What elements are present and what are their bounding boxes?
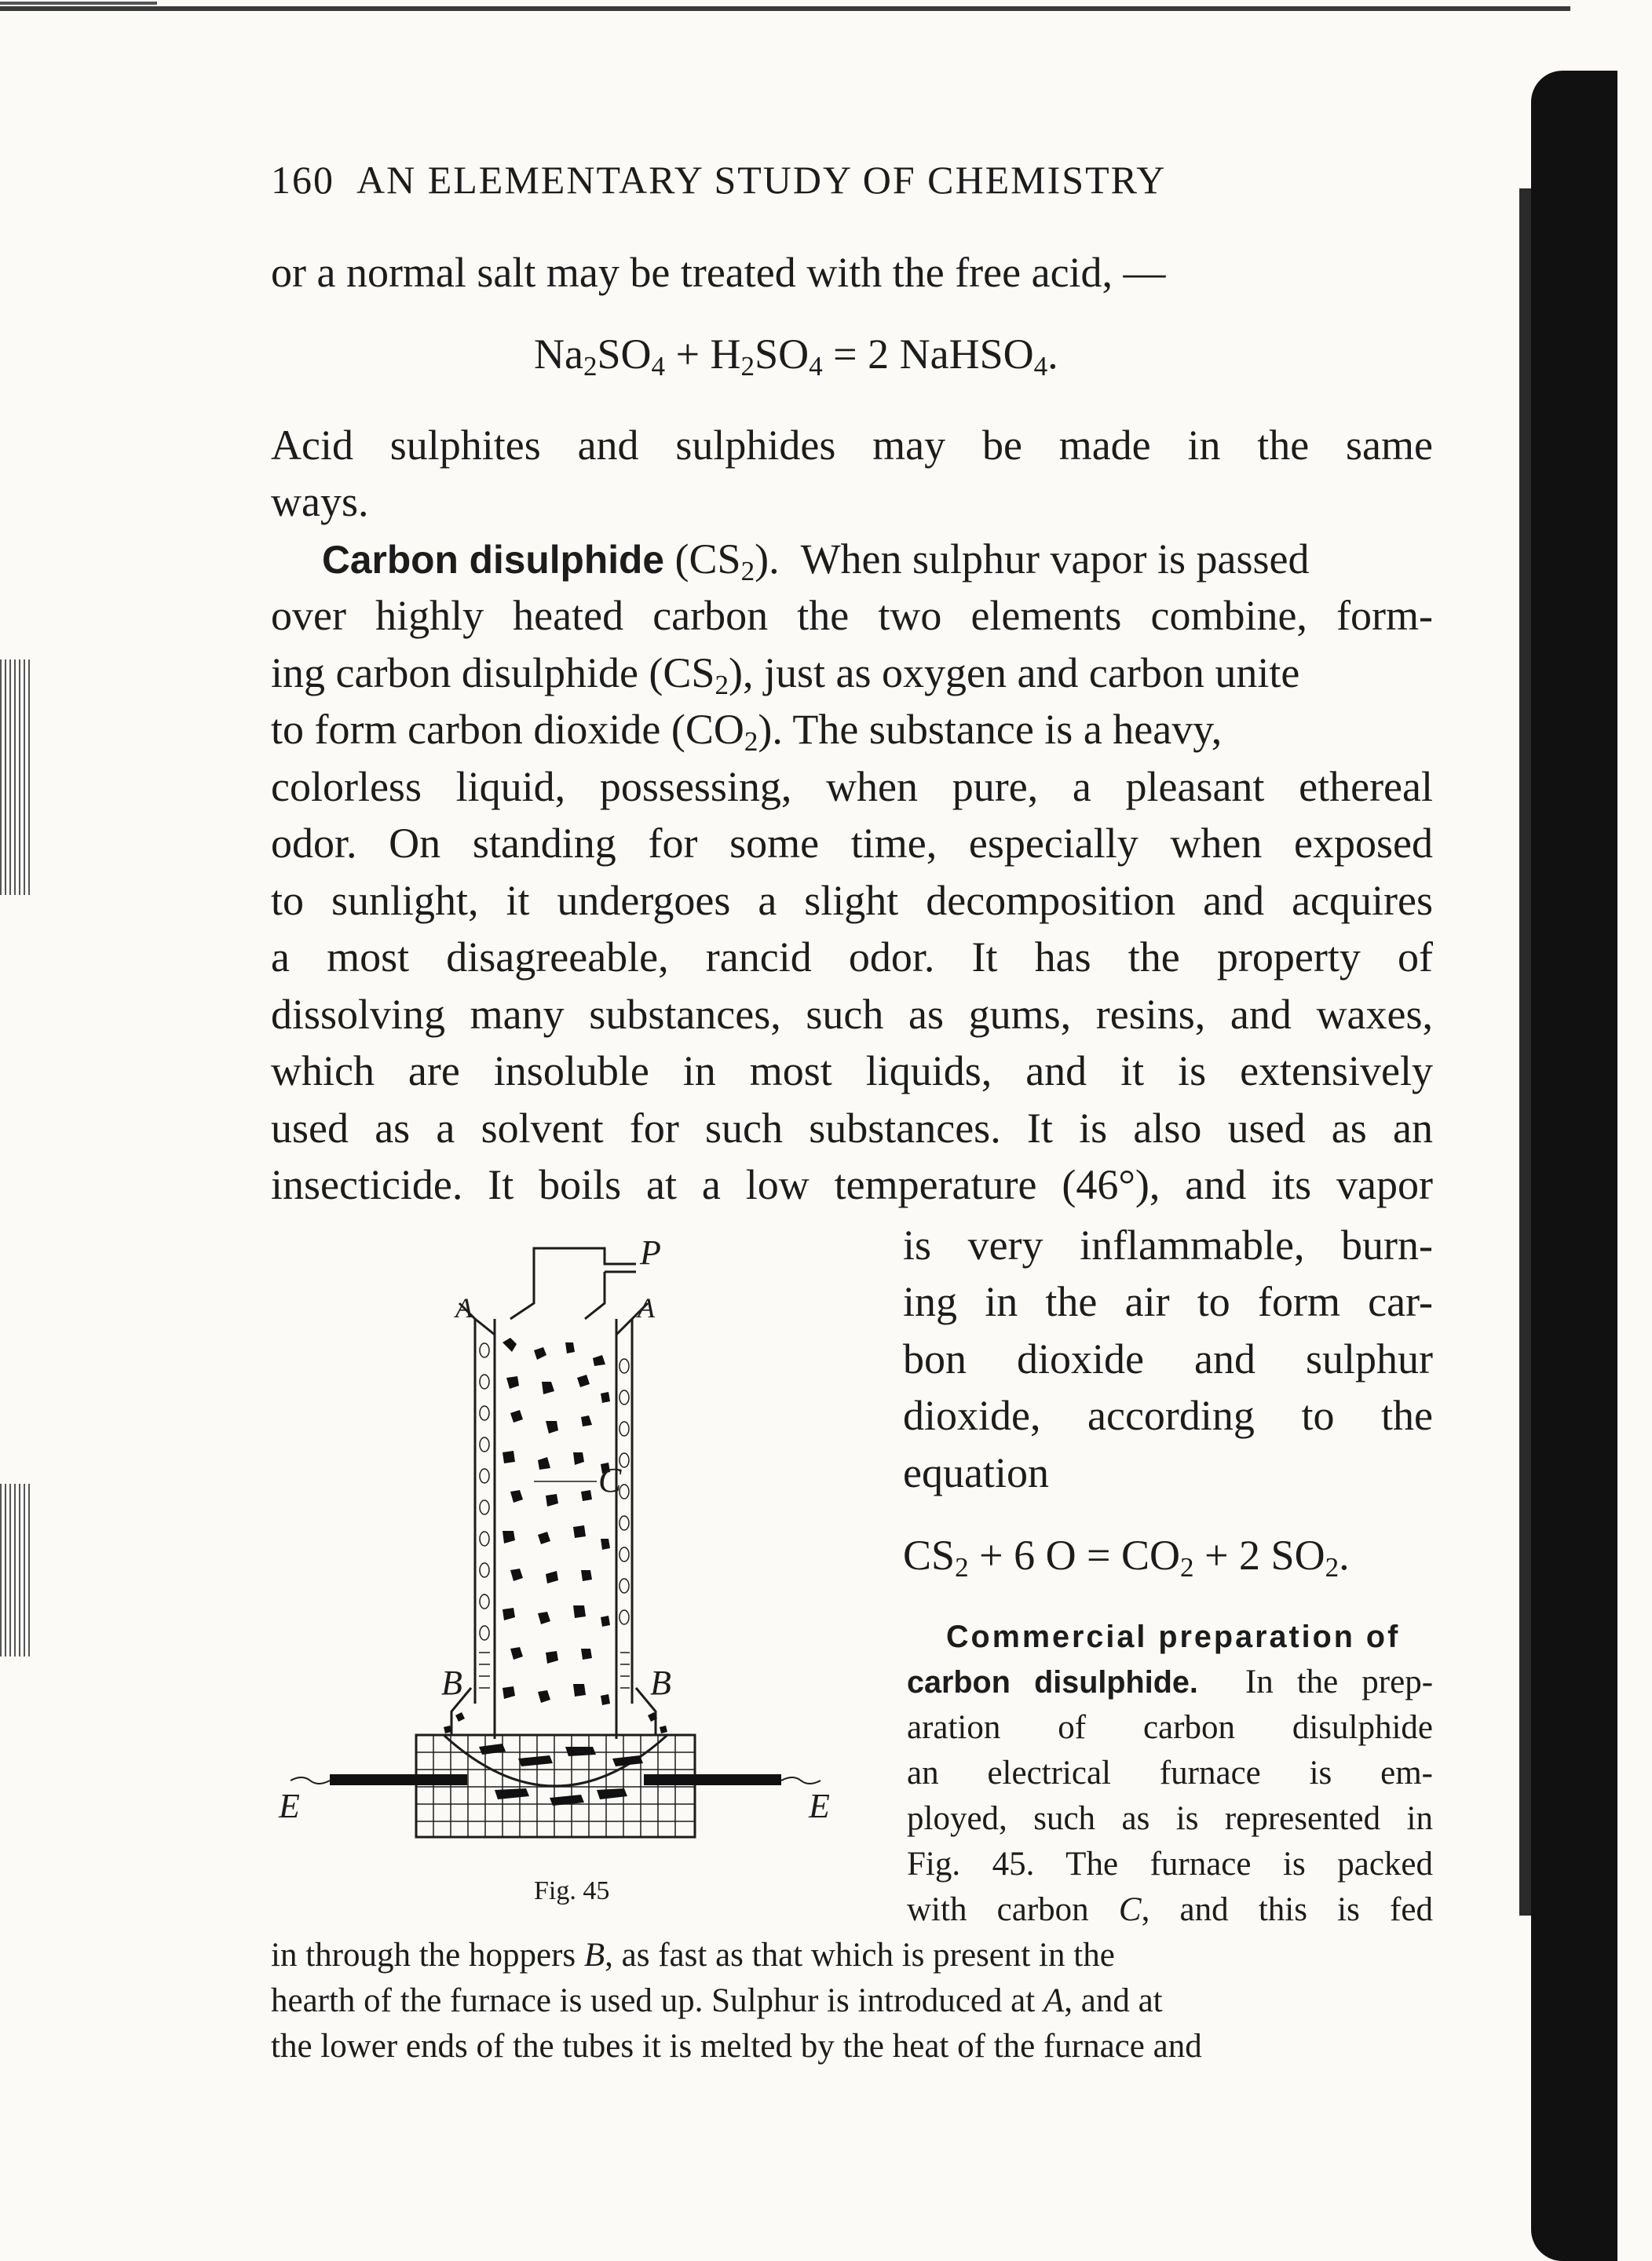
text-line: with carbon C, and this is fed	[907, 1891, 1433, 1928]
text-line: or a normal salt may be treated with the free acid, —	[271, 249, 1166, 296]
text-line: odor. On standing for some time, especially when exposed	[271, 820, 1433, 867]
text-line: the lower ends of the tubes it is melted by the heat of the furnace and	[271, 2028, 1202, 2065]
label-b-left: B	[441, 1664, 462, 1702]
text-line: a most disagreeable, rancid odor. It has the property of	[271, 933, 1433, 981]
text-line: hearth of the furnace is used up. Sulphur is introduced at A, and at	[271, 1982, 1163, 2019]
figure-caption: Fig. 45	[534, 1876, 610, 1905]
label-b-right: B	[650, 1664, 671, 1702]
wire-right	[781, 1777, 821, 1784]
label-a-left: A	[455, 1292, 473, 1324]
gutter-shadow	[0, 1484, 31, 1656]
label-p: P	[640, 1233, 661, 1272]
text-line: ways.	[271, 478, 369, 525]
text-line: in through the hoppers B, as fast as that which is present in the	[271, 1937, 1115, 1974]
equation-sodium-bisulphate: $Na_2SO_4 + H_2SO_4 = 2$ NaHSO$_4$.	[534, 331, 1058, 382]
book-binding-shadow	[1531, 71, 1617, 2261]
page-number: 160	[271, 158, 334, 202]
text-line: which are insoluble in most liquids, and it is extensively	[271, 1047, 1433, 1094]
text-line: insecticide. It boils at a low temperature (46°), and its vapor	[271, 1161, 1433, 1208]
label-c: C	[598, 1461, 622, 1499]
sulphur-tube-left	[459, 1303, 495, 1704]
text-line: carbon disulphide. In the prep-	[907, 1664, 1434, 1700]
equation-carbon-disulphide-combustion: $CS_2 + 6$ $O = CO_2 + 2$ $SO_2$.	[903, 1532, 1350, 1583]
top-rule-mark	[0, 2, 157, 5]
text-line: over highly heated carbon the two elements combine, form-	[271, 592, 1433, 639]
text-line: is very inflammable, burn-	[903, 1222, 1433, 1269]
text-line: an electrical furnace is em-	[907, 1755, 1433, 1792]
text-line: ing carbon disulphide $(CS_2)$, just as oxygen and carbon unite	[271, 649, 1300, 700]
text-line: equation	[903, 1449, 1049, 1496]
text-line: Acid sulphites and sulphides may be made in the same	[271, 422, 1433, 469]
gutter-shadow	[0, 659, 31, 895]
sulphur-tube-right	[616, 1303, 648, 1704]
text-line: ing in the air to form car-	[903, 1278, 1433, 1325]
running-header	[271, 157, 1166, 203]
text-line: to form carbon dioxide $(CO_2)$. The substance is a heavy,	[271, 706, 1223, 757]
text-line: bon dioxide and sulphur	[903, 1335, 1433, 1383]
electrode-left	[330, 1774, 467, 1785]
figure-electric-furnace	[267, 1225, 895, 1853]
top-rule	[0, 6, 1570, 11]
text-line-heading: Commercial preparation of	[946, 1620, 1401, 1654]
text-line: aration of carbon disulphide	[907, 1709, 1433, 1746]
text-line: used as a solvent for such substances. It is also used as an	[271, 1105, 1433, 1152]
text-line: dioxide, according to the	[903, 1392, 1433, 1439]
label-e-left: E	[279, 1787, 300, 1825]
text-line: to sunlight, it undergoes a slight decomposition and acquires	[271, 877, 1433, 924]
section-heading: Carbon disulphide	[322, 538, 665, 582]
running-title: AN ELEMENTARY STUDY OF CHEMISTRY	[356, 158, 1167, 202]
label-e-right: E	[809, 1787, 830, 1825]
text-line-heading: Carbon disulphide $(CS_2)$. When sulphur vapor is passed	[322, 535, 1310, 586]
wire-left	[291, 1777, 330, 1784]
text-line: dissolving many substances, such as gums, resins, and waxes,	[271, 991, 1433, 1038]
inlet-pipe-p	[510, 1248, 636, 1319]
text-line: Fig. 45. The furnace is packed	[907, 1846, 1433, 1883]
text-line: colorless liquid, possessing, when pure, a pleasant ethereal	[271, 763, 1433, 810]
label-a-right: A	[638, 1292, 655, 1324]
electrode-right	[644, 1774, 781, 1785]
text-line: ployed, such as is represented in	[907, 1800, 1433, 1837]
